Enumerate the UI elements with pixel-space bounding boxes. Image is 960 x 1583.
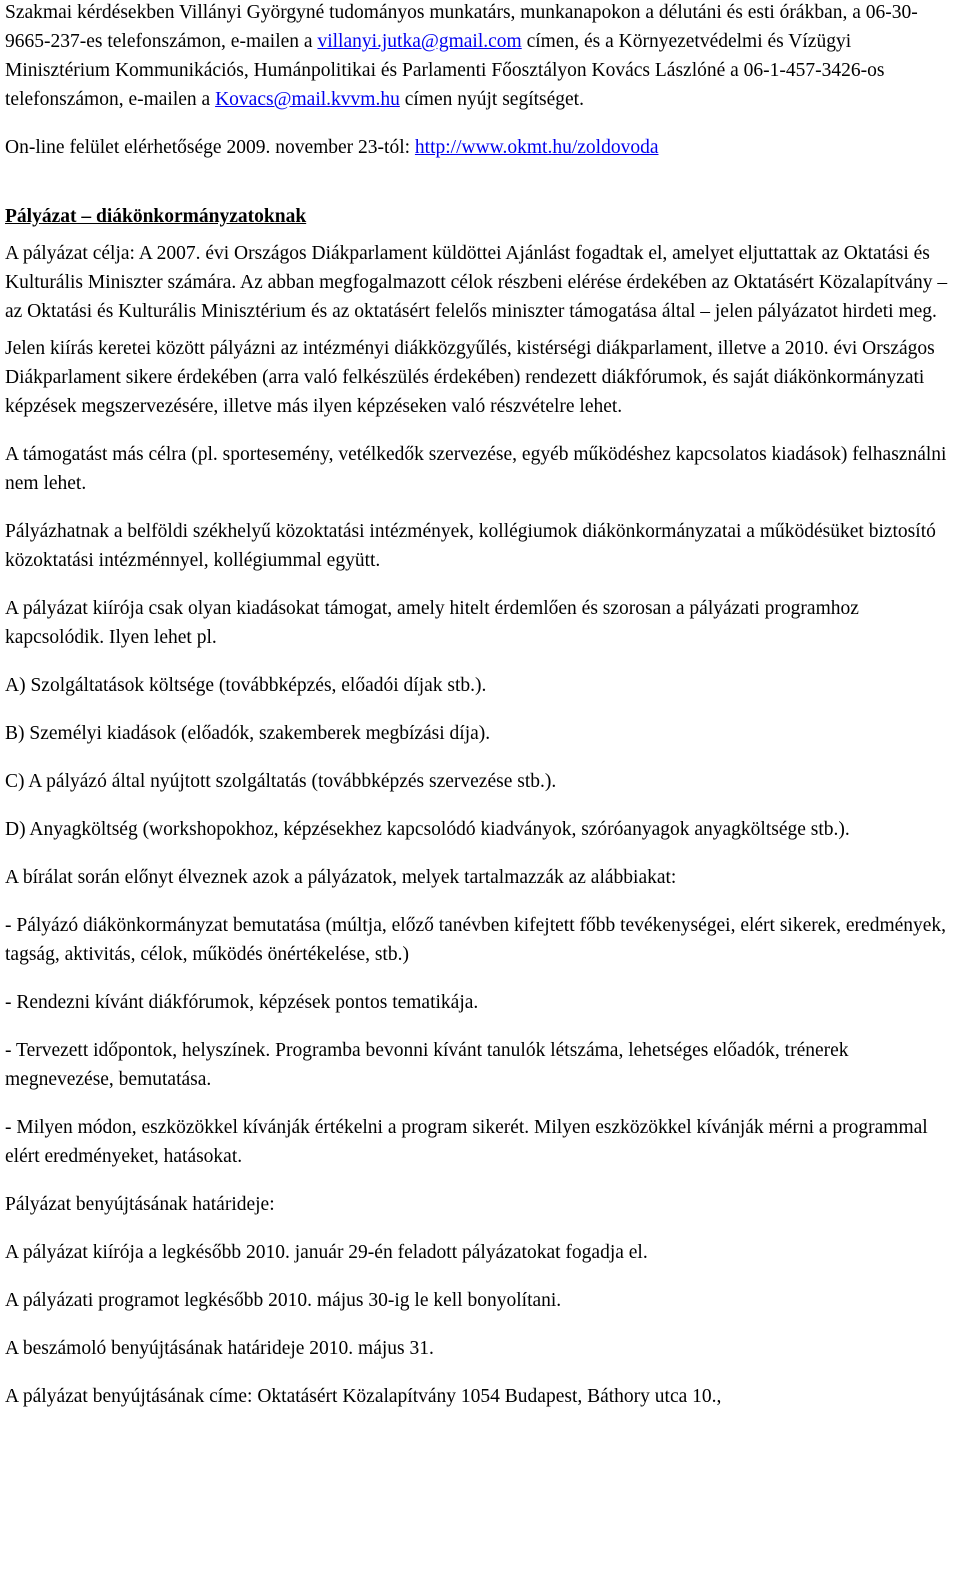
contact-text-1: Szakmai kérdésekben Villányi Györgyné tudományos munkatárs, munkanapokon a délutáni és esti órákban, a 06-30-9665-237-es telefonszámon, e-mailen a	[5, 2, 918, 52]
criteria-item-2: - Rendezni kívánt diákfórumok, képzések pontos tematikája.	[5, 992, 479, 1013]
supported-costs-paragraph: A pályázat kiírója csak olyan kiadásokat támogat, amely hitelt érdemlően és szorosan a pályázati programhoz kapcsolódik. Ilyen lehet pl.	[5, 598, 859, 648]
evaluation-intro: A bírálat során előnyt élveznek azok a pályázatok, melyek tartalmazzák az alábbiakat:	[5, 867, 677, 888]
cost-item-d: D) Anyagköltség (workshopokhoz, képzésekhez kapcsolódó kiadványok, szóróanyagok anyagköltsége stb.).	[5, 819, 850, 840]
cost-item-a: A) Szolgáltatások költsége (továbbképzés, előadói díjak stb.).	[5, 675, 487, 696]
deadline-submission: A pályázat kiírója a legkésőbb 2010. január 29-én feladott pályázatokat fogadja el.	[5, 1242, 648, 1263]
online-url-link[interactable]: http://www.okmt.hu/zoldovoda	[414, 137, 659, 158]
email-link-kovacs[interactable]: Kovacs@mail.kvvm.hu	[215, 89, 400, 110]
section-heading: Pályázat – diákönkormányzatoknak	[5, 206, 307, 227]
criteria-item-1: - Pályázó diákönkormányzat bemutatása (múltja, előző tanévben kifejtett főbb tevékenységei, elért sikerek, eredmények, tagság, aktivitás, célok, működés önértékelése, stb.)	[5, 915, 947, 965]
contact-text-3: címen nyújt segítséget.	[399, 89, 584, 110]
cost-item-c: C) A pályázó által nyújtott szolgáltatás (továbbképzés szervezése stb.).	[5, 771, 557, 792]
online-paragraph	[5, 133, 955, 162]
cost-item-b: B) Személyi kiadások (előadók, szakemberek megbízási díja).	[5, 723, 491, 744]
scope-paragraph: Jelen kiírás keretei között pályázni az intézményi diákközgyűlés, kistérségi diákparlament, illetve a 2010. évi Országos Diákparlament sikere érdekében (arra való felkészülés érdekében) rendezett diákfórumok, és saját diákönkormányzati képzések megszervezésére, illetve más ilyen képzéseken való részvételre lehet.	[5, 338, 935, 417]
contact-text-2: címen, és a Környezetvédelmi és Vízügyi Minisztérium Kommunikációs, Humánpolitikai és Parlamenti Főosztályon Kovács Lászlóné a 06-1-457-3426-os telefonszámon, e-mailen a	[5, 31, 885, 110]
deadline-report: A beszámoló benyújtásának határideje 2010. május 31.	[5, 1338, 434, 1359]
submission-address: A pályázat benyújtásának címe: Oktatásért Közalapítvány 1054 Budapest, Báthory utca 10.,	[5, 1386, 722, 1407]
restriction-paragraph: A támogatást más célra (pl. sportesemény, vetélkedők szervezése, egyéb működéshez kapcsolatos kiadások) felhasználni nem lehet.	[5, 444, 947, 494]
email-link-villanyi[interactable]: villanyi.jutka@gmail.com	[317, 31, 522, 52]
contact-paragraph	[5, 0, 955, 114]
online-text: On-line felület elérhetősége 2009. november 23-tól:	[5, 137, 415, 158]
deadline-program: A pályázati programot legkésőbb 2010. május 30-ig le kell bonyolítani.	[5, 1290, 562, 1311]
aim-paragraph: A pályázat célja: A 2007. évi Országos Diákparlament küldöttei Ajánlást fogadtak el, amelyet eljuttattak az Oktatási és Kulturális Miniszter számára. Az abban megfogalmazott célok részbeni elérése érdekében az Oktatásért Közalapítvány – az Oktatási és Kulturális Minisztérium és az oktatásért felelős miniszter támogatása által – jelen pályázatot hirdeti meg.	[5, 243, 948, 322]
deadline-heading: Pályázat benyújtásának határideje:	[5, 1194, 275, 1215]
eligibility-paragraph: Pályázhatnak a belföldi székhelyű közoktatási intézmények, kollégiumok diákönkormányzatai a működésüket biztosító közoktatási intézménnyel, kollégiummal együtt.	[5, 521, 936, 571]
criteria-item-3: - Tervezett időpontok, helyszínek. Programba bevonni kívánt tanulók létszáma, lehetséges előadók, trénerek megnevezése, bemutatása.	[5, 1040, 849, 1090]
document-page	[5, 0, 955, 1411]
criteria-item-4: - Milyen módon, eszközökkel kívánják értékelni a program sikerét. Milyen eszközökkel kívánják mérni a programmal elért eredményeket, hatásokat.	[5, 1117, 928, 1167]
